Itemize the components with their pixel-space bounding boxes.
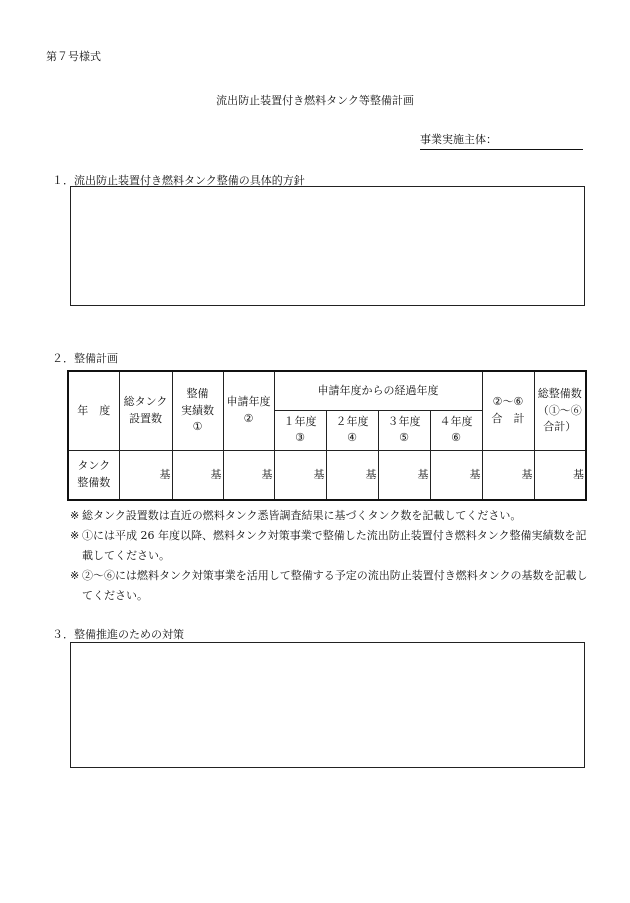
section-1-title: 流出防止装置付き燃料タンク整備の具体的方針 <box>74 174 305 187</box>
header-total-tanks-line1: 総タンク <box>123 395 168 409</box>
cell-apply-year[interactable] <box>223 450 274 500</box>
row-label-line1: タンク <box>77 459 111 473</box>
section-3-title: 整備推進のための対策 <box>74 628 184 641</box>
header-grand-total-line2: （①～⑥ <box>537 403 582 417</box>
section-3-number: ３． <box>52 628 74 641</box>
elapsed-year-3-mark: ⑤ <box>399 431 409 444</box>
unit-label: 基 <box>159 467 171 481</box>
note-1-mark: ※ <box>70 509 80 522</box>
section-3-heading <box>52 626 184 642</box>
elapsed-year-4-mark: ⑥ <box>451 431 461 444</box>
cell-grand-total[interactable] <box>534 450 586 500</box>
header-actual <box>172 371 223 450</box>
policy-textbox[interactable] <box>70 186 585 306</box>
header-apply-year-mark: ② <box>243 411 254 425</box>
cell-subtotal[interactable] <box>482 450 534 500</box>
header-elapsed-group: 申請年度からの経過年度 <box>274 371 482 410</box>
note-3-text: ②～⑥には燃料タンク対策事業を活用して整備する予定の流出防止装置付き燃料タンクの基数を記載してください。 <box>82 569 588 602</box>
implementing-entity-field[interactable] <box>420 131 583 150</box>
note-2-text: ①には平成 26 年度以降、燃料タンク対策事業で整備した流出防止装置付き燃料タンク整備実績数を記載してください。 <box>82 529 587 562</box>
header-subtotal-line1: ②～⑥ <box>492 395 524 409</box>
cell-elapsed-year-2[interactable] <box>326 450 378 500</box>
maintenance-plan-table <box>67 370 587 501</box>
header-elapsed-year-2 <box>326 410 378 450</box>
cell-actual[interactable] <box>172 450 223 500</box>
header-grand-total-line1: 総整備数 <box>537 387 582 400</box>
unit-label: 基 <box>313 467 325 481</box>
form-number: 第７号様式 <box>46 50 101 63</box>
unit-label: 基 <box>521 467 533 481</box>
header-elapsed-year-3 <box>378 410 430 450</box>
header-actual-line1: 整備 <box>186 387 209 400</box>
header-grand-total-line3: 合計） <box>543 420 577 433</box>
unit-label: 基 <box>210 467 222 481</box>
note-2-mark: ※ <box>70 529 80 542</box>
note-1-text: 総タンク設置数は直近の燃料タンク悉皆調査結果に基づくタンク数を記載してください。 <box>82 509 522 522</box>
note-3 <box>70 566 590 606</box>
unit-label: 基 <box>469 467 481 481</box>
elapsed-year-3-label: ３年度 <box>387 414 421 428</box>
elapsed-year-1-mark: ③ <box>295 431 305 444</box>
note-2 <box>70 526 590 566</box>
header-elapsed-year-1 <box>274 410 326 450</box>
elapsed-year-1-label: １年度 <box>283 414 317 428</box>
elapsed-year-4-label: ４年度 <box>439 414 473 428</box>
header-apply-year <box>223 371 274 450</box>
unit-label: 基 <box>261 467 273 481</box>
section-2-number: ２． <box>52 352 74 365</box>
header-total-tanks <box>119 371 172 450</box>
unit-label: 基 <box>573 467 584 481</box>
unit-label: 基 <box>365 467 377 481</box>
elapsed-year-2-mark: ④ <box>347 431 357 444</box>
row-label-tank-count <box>68 450 119 500</box>
implementing-entity-label: 事業実施主体： <box>420 133 497 146</box>
unit-label: 基 <box>417 467 429 481</box>
cell-elapsed-year-3[interactable] <box>378 450 430 500</box>
document-title: 流出防止装置付き燃料タンク等整備計画 <box>216 94 414 107</box>
cell-elapsed-year-1[interactable] <box>274 450 326 500</box>
notes-block <box>70 506 590 606</box>
header-subtotal-line2: 合 計 <box>491 411 525 425</box>
header-year: 年 度 <box>68 371 119 450</box>
section-2-title: 整備計画 <box>74 352 118 365</box>
header-actual-line2: 実績数 <box>181 403 214 417</box>
header-subtotal <box>482 371 534 450</box>
header-total-tanks-line2: 設置数 <box>129 411 162 425</box>
header-grand-total <box>534 371 586 450</box>
note-3-mark: ※ <box>70 569 80 582</box>
cell-total-tanks[interactable] <box>119 450 172 500</box>
row-label-line2: 整備数 <box>77 475 111 489</box>
header-apply-year-line1: 申請年度 <box>226 395 271 409</box>
section-2-heading <box>52 350 118 366</box>
promotion-measures-textbox[interactable] <box>70 642 585 768</box>
cell-elapsed-year-4[interactable] <box>430 450 482 500</box>
header-elapsed-year-4 <box>430 410 482 450</box>
header-actual-mark: ① <box>192 420 203 433</box>
note-1 <box>70 506 590 526</box>
section-1-number: １． <box>52 174 74 187</box>
elapsed-year-2-label: ２年度 <box>335 414 369 428</box>
